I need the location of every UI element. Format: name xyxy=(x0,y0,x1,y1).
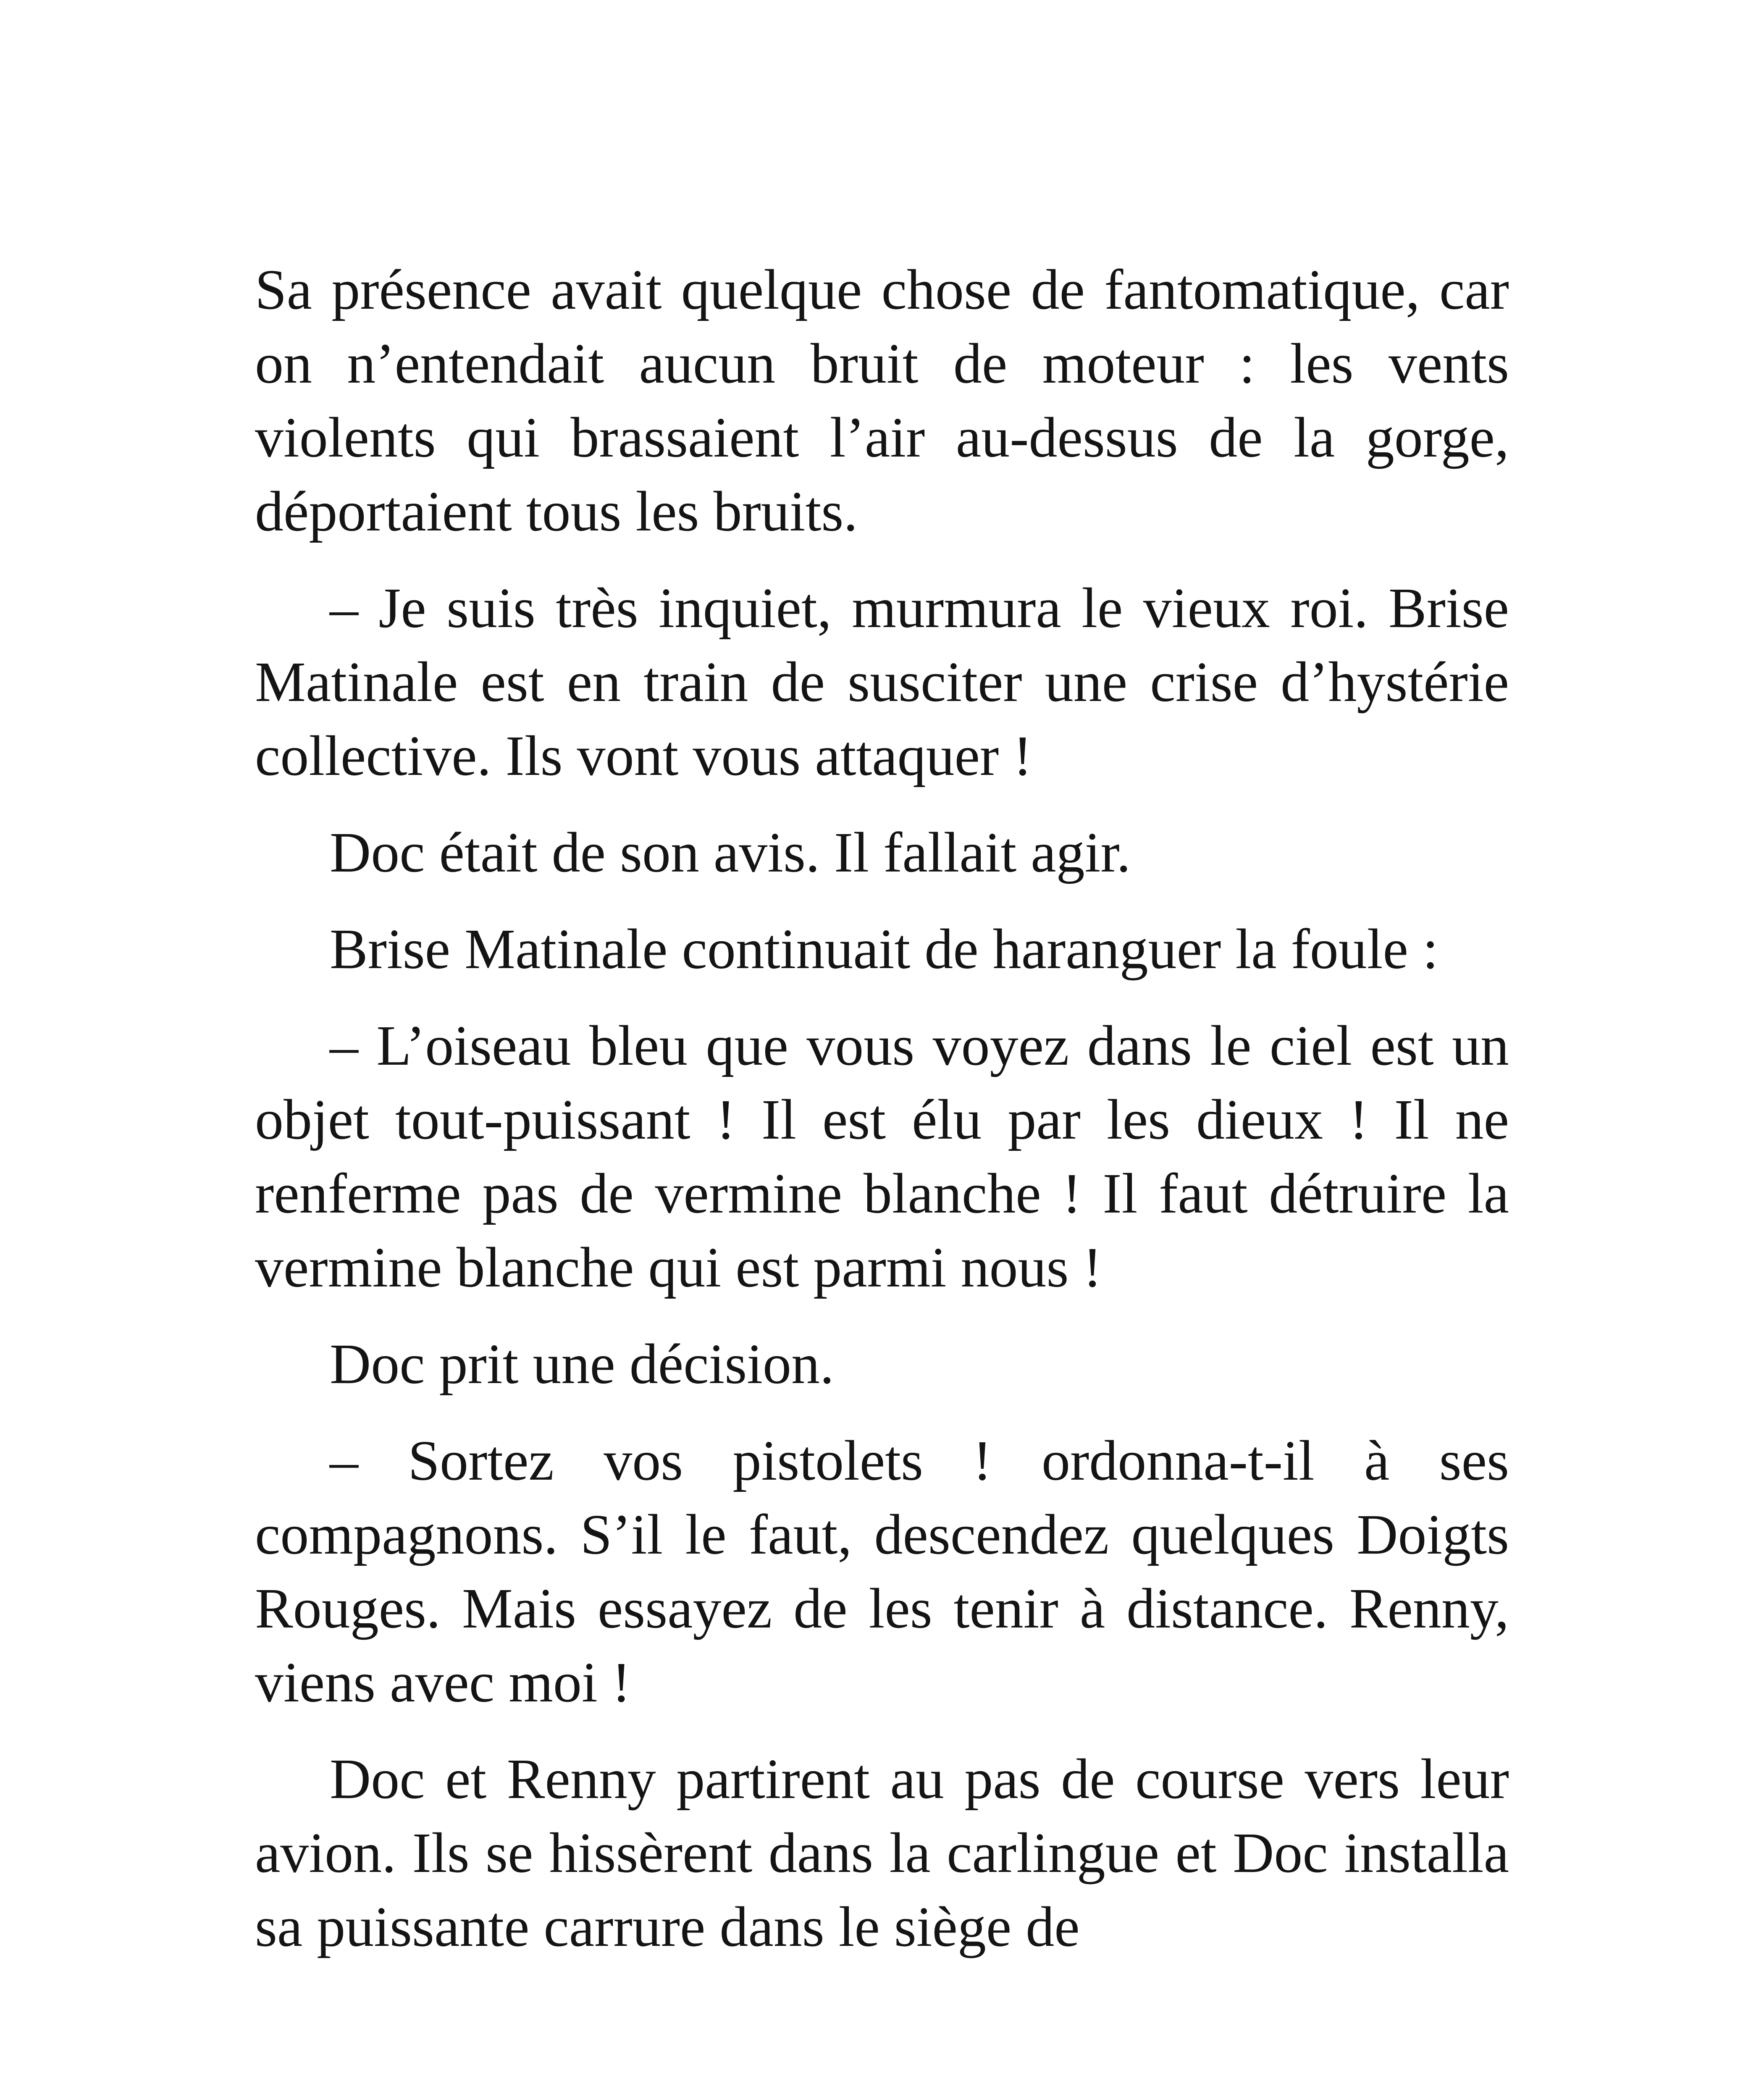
paragraph: – L’oiseau bleu que vous voyez dans le ciel est un objet tout-puissant ! Il est élu par les dieux ! Il ne renferme pas de vermine blanche ! Il faut détruire la vermine blanche qui est parmi nous ! xyxy=(255,1014,1509,1299)
paragraph: Doc prit une décision. xyxy=(330,1333,835,1396)
paragraph: – Je suis très inquiet, murmura le vieux roi. Brise Matinale est en train de susciter une crise d’hystérie collective. Ils vont vous attaquer ! xyxy=(255,577,1509,788)
page-body xyxy=(255,253,1509,1987)
paragraph: Sa présence avait quelque chose de fantomatique, car on n’entendait aucun bruit de moteur : les vents violents qui brassaient l’air au-dessus de la gorge, déportaient tous les bruits. xyxy=(255,258,1509,543)
paragraph: – Sortez vos pistolets ! ordonna-t-il à ses compagnons. S’il le faut, descendez quelques Doigts Rouges. Mais essayez de les tenir à distance. Renny, viens avec moi ! xyxy=(255,1429,1509,1714)
paragraph: Brise Matinale continuait de haranguer la foule : xyxy=(330,918,1438,981)
paragraph: Doc et Renny partirent au pas de course vers leur avion. Ils se hissèrent dans la carlingue et Doc installa sa puissante carrure dans le siège de xyxy=(255,1748,1509,1958)
paragraph: Doc était de son avis. Il fallait agir. xyxy=(330,821,1131,884)
